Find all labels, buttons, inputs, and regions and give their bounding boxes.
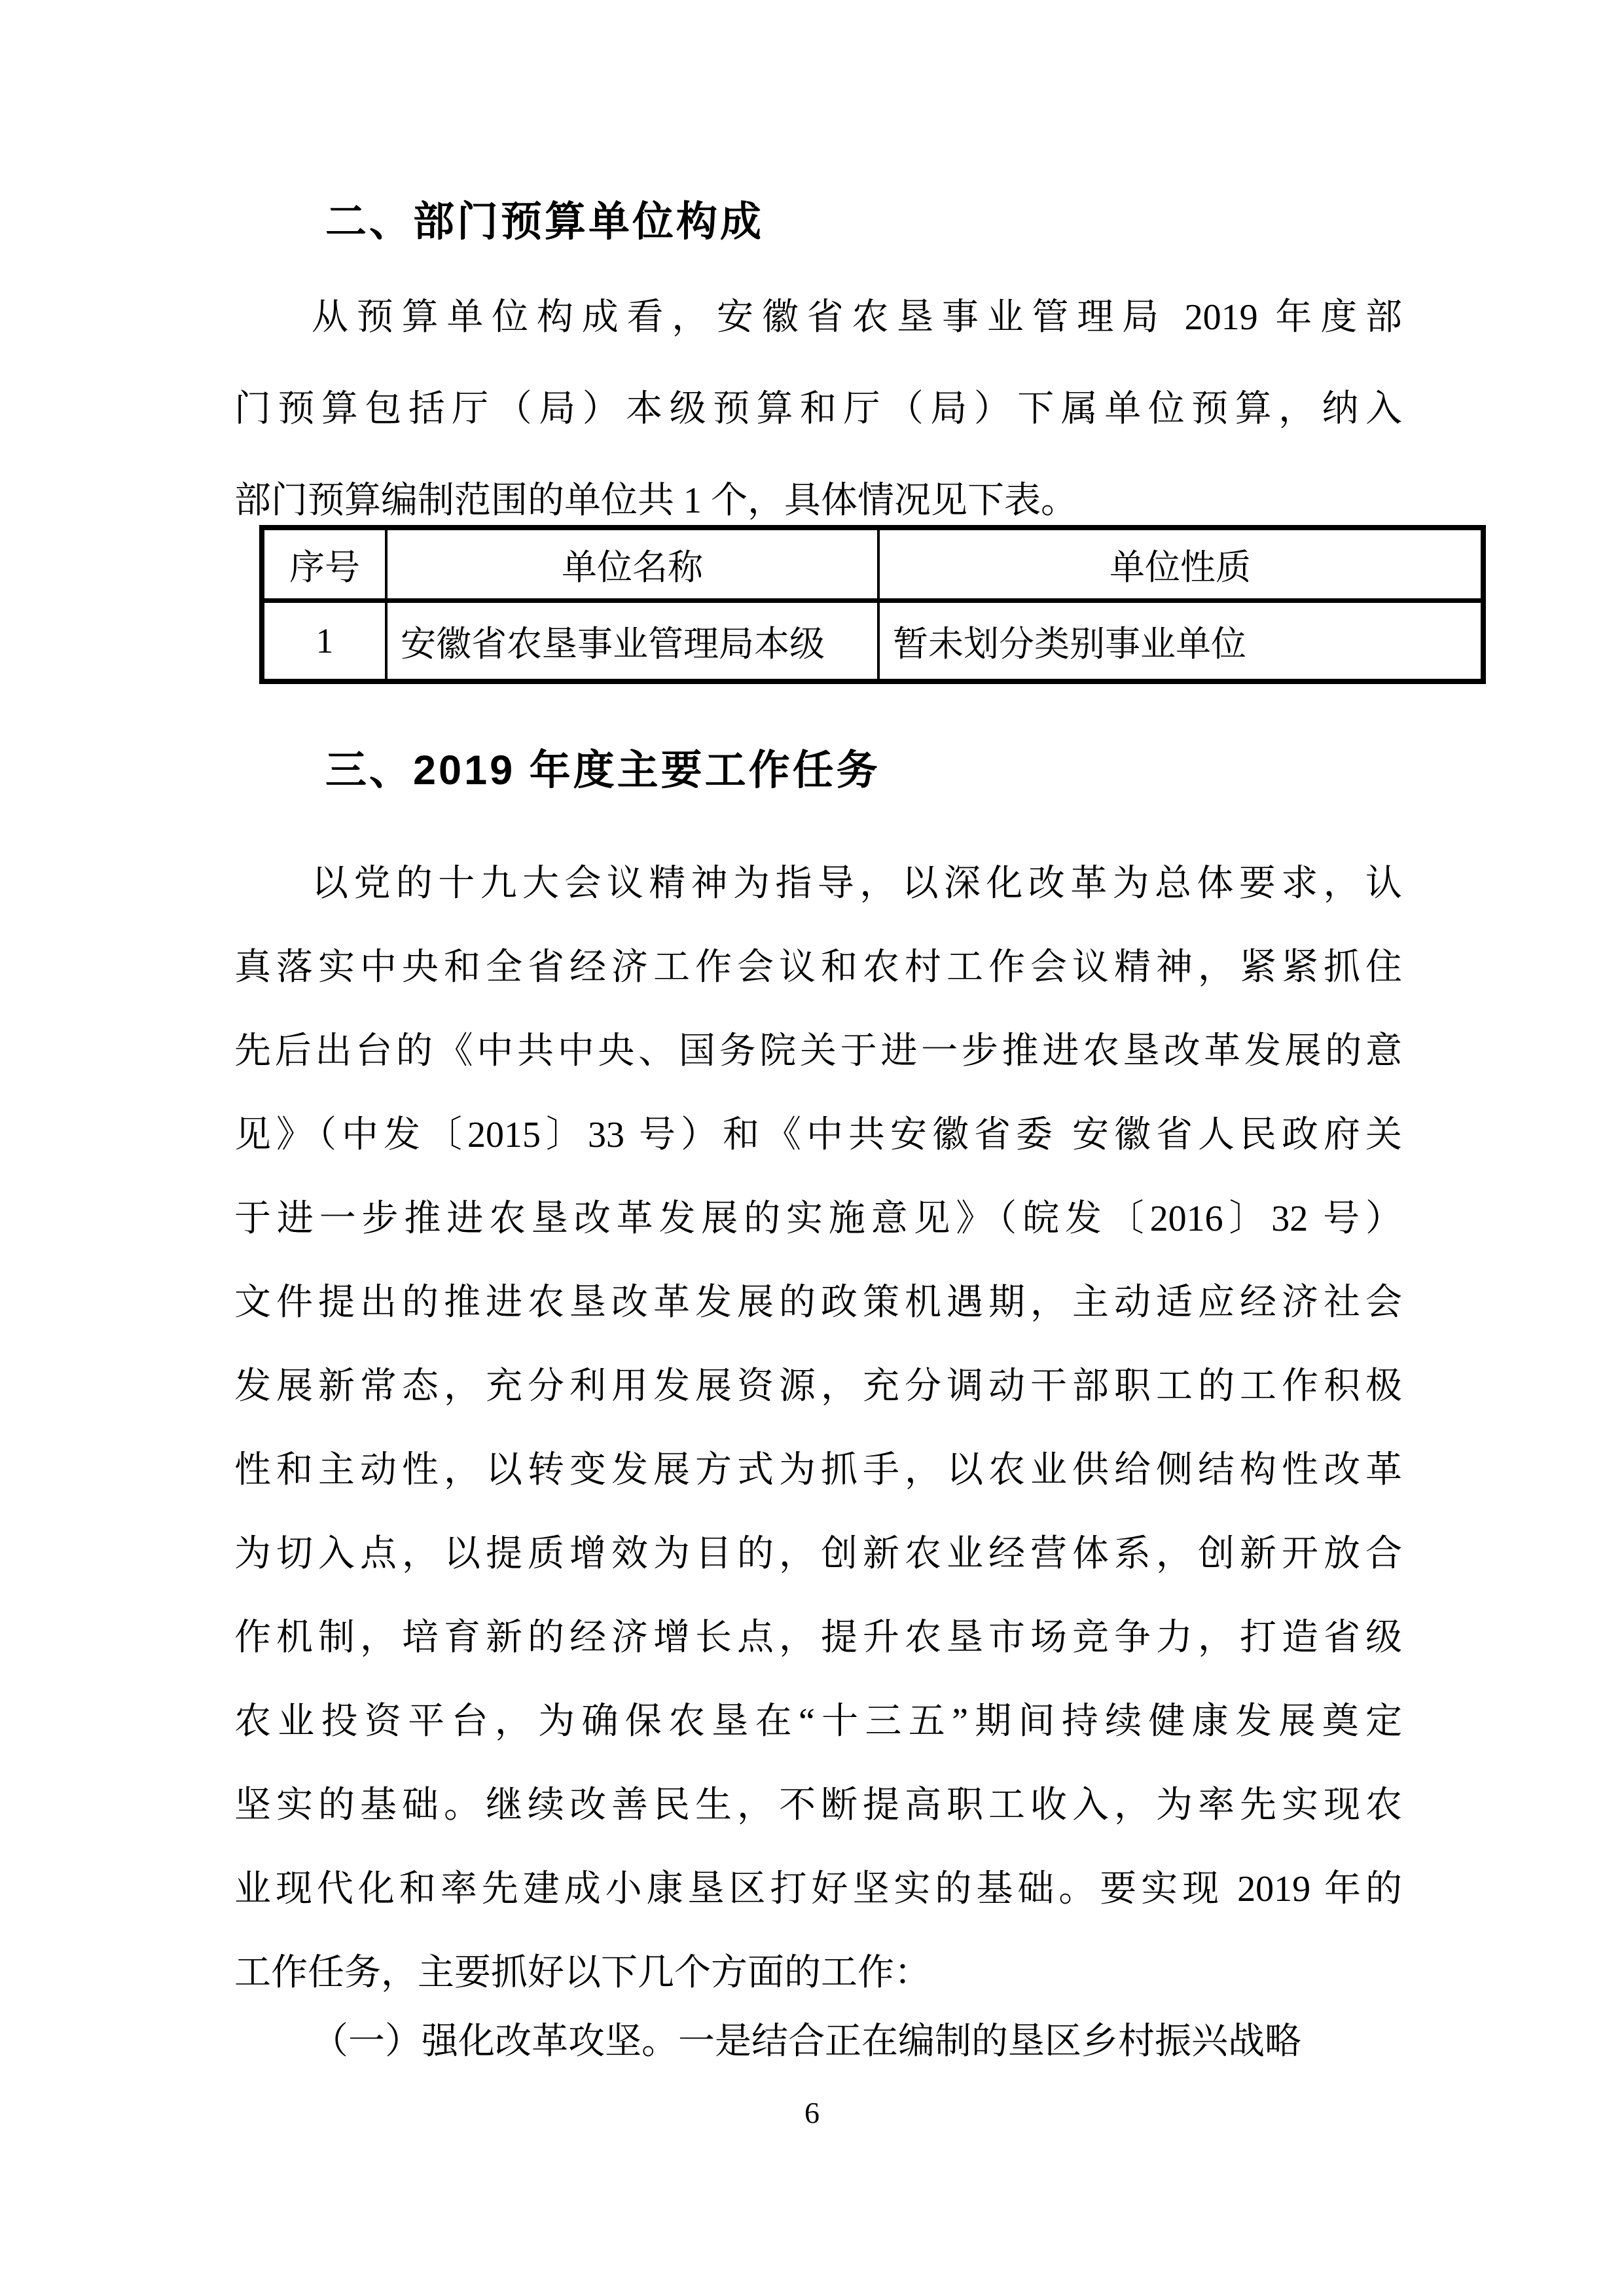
table-header-seq: 序号 xyxy=(262,528,386,601)
table-cell-seq: 1 xyxy=(262,601,386,682)
paragraph-line: 农业投资平台，为确保农垦在“十三五”期间持续健康发展奠定 xyxy=(234,1701,1402,1742)
paragraph-line: 真落实中央和全省经济工作会议和农村工作会议精神，紧紧抓住 xyxy=(234,947,1402,988)
section-3-subparagraph xyxy=(234,2000,1402,2084)
paragraph-line: 先后出台的《中共中央、国务院关于进一步推进农垦改革发展的意 xyxy=(234,1031,1402,1072)
paragraph-line: 门预算包括厅（局）本级预算和厅（局）下属单位预算，纳入 xyxy=(234,389,1402,429)
section-2-heading: 二、部门预算单位构成 xyxy=(325,199,764,245)
paragraph-line: 从预算单位构成看，安徽省农垦事业管理局 2019 年度部 xyxy=(312,297,1402,338)
paragraph-line: 以党的十九大会议精神为指导，以深化改革为总体要求，认 xyxy=(312,863,1402,904)
paragraph-line: 作机制，培育新的经济增长点，提升农垦市场竞争力，打造省级 xyxy=(234,1617,1402,1658)
paragraph-line: 为切入点，以提质增效为目的，创新农业经营体系，创新开放合 xyxy=(234,1534,1402,1574)
paragraph-line: 业现代化和率先建成小康垦区打好坚实的基础。要实现 2019 年的 xyxy=(234,1869,1402,1909)
paragraph-line: 工作任务，主要抓好以下几个方面的工作： xyxy=(234,1953,931,1993)
paragraph-line: 部门预算编制范围的单位共 1 个，具体情况见下表。 xyxy=(234,480,1077,521)
table-cell-unit-type: 暂未划分类别事业单位 xyxy=(878,601,1483,682)
table-header-unit-type: 单位性质 xyxy=(878,528,1483,601)
paragraph-line: 文件提出的推进农垦改革发展的政策机遇期，主动适应经济社会 xyxy=(234,1282,1402,1323)
paragraph-line: 发展新常态，充分利用发展资源，充分调动干部职工的工作积极 xyxy=(234,1366,1402,1407)
paragraph-line: 性和主动性，以转变发展方式为抓手，以农业供给侧结构性改革 xyxy=(234,1450,1402,1491)
table-header-row xyxy=(262,528,1483,601)
section-3-heading: 三、2019 年度主要工作任务 xyxy=(325,748,880,793)
paragraph-line: 见》（中发〔2015〕33 号）和《中共安徽省委 安徽省人民政府关 xyxy=(234,1115,1402,1155)
table-row xyxy=(262,601,1483,682)
paragraph-line: 于进一步推进农垦改革发展的实施意见》（皖发〔2016〕32 号） xyxy=(234,1199,1402,1239)
budget-units-table xyxy=(259,525,1486,684)
paragraph-line: 坚实的基础。继续改善民生，不断提高职工收入，为率先实现农 xyxy=(234,1785,1402,1826)
paragraph-line: （一）强化改革攻坚。一是结合正在编制的垦区乡村振兴战略 xyxy=(312,2021,1301,2062)
section-2-paragraph xyxy=(234,272,1402,547)
table-header-unit-name: 单位名称 xyxy=(386,528,878,601)
section-3-paragraph xyxy=(234,842,1402,2015)
page-number: 6 xyxy=(804,2096,820,2129)
table-cell-unit-name: 安徽省农垦事业管理局本级 xyxy=(386,601,878,682)
